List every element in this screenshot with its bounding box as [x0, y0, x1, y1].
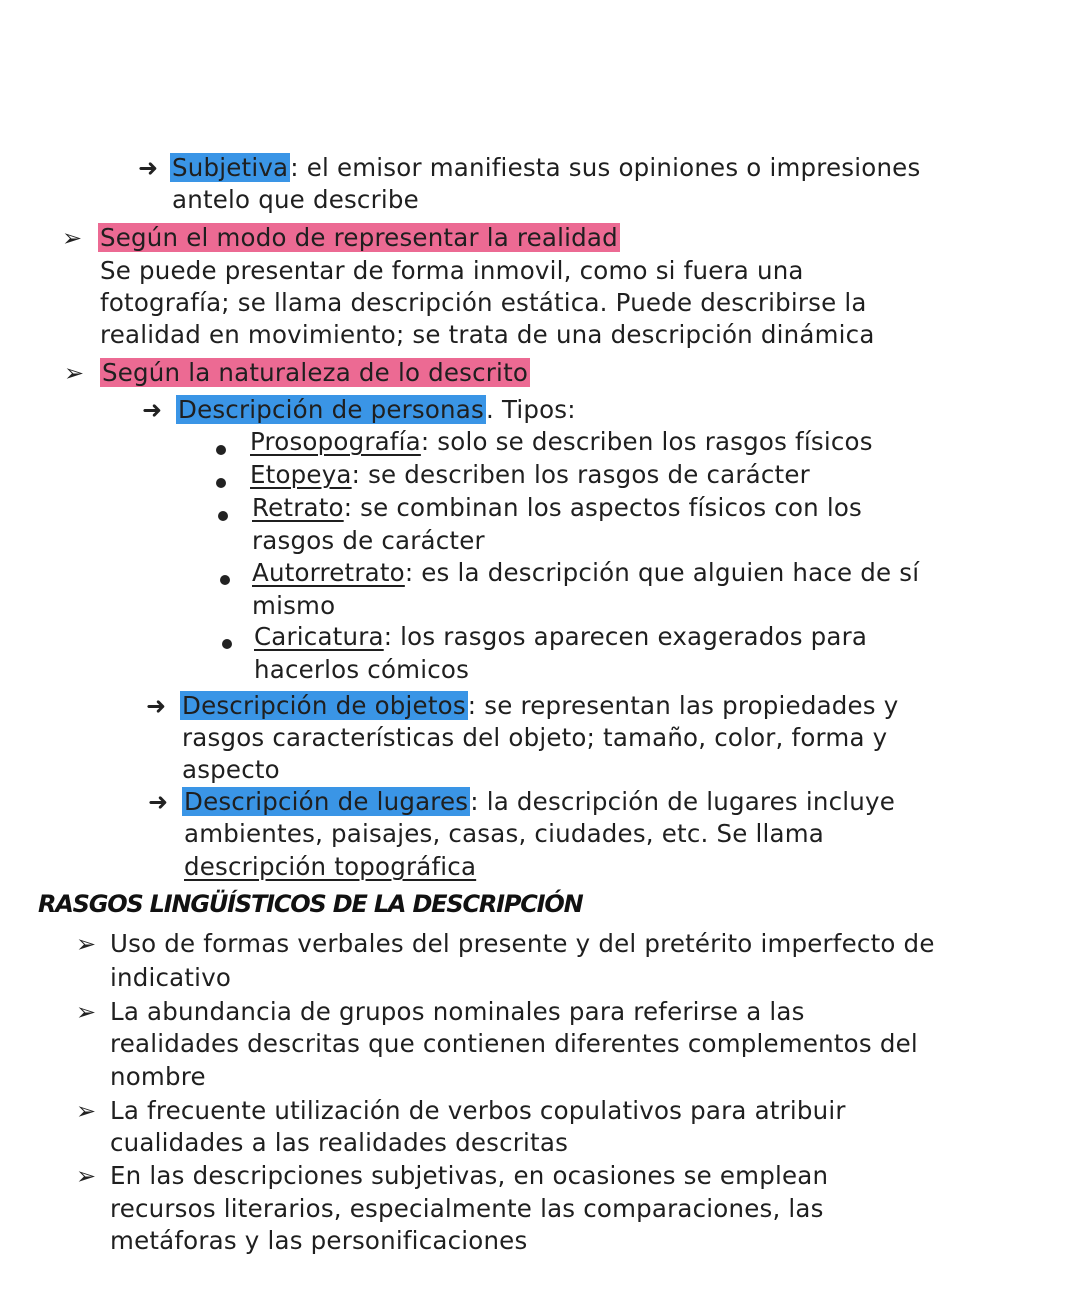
- type-text: : se describen los rasgos de carácter: [351, 460, 810, 489]
- type-autorretrato: [252, 557, 919, 589]
- arrowhead-bullet-icon: ➢: [62, 224, 83, 252]
- bullet-dot-icon: [222, 639, 232, 649]
- lugares-text: : la descripción de lugares incluye: [470, 787, 895, 816]
- arrowhead-bullet-icon: ➢: [76, 930, 97, 958]
- type-retrato-cont: rasgos de carácter: [252, 526, 485, 555]
- objetos-line: [180, 690, 898, 722]
- arrow-right-icon: ➜: [148, 788, 169, 816]
- modo-line-2: fotografía; se llama descripción estática. Puede describirse la: [100, 288, 867, 317]
- lugares-term: Descripción de lugares: [184, 787, 469, 816]
- arrow-right-icon: ➜: [146, 692, 167, 720]
- arrowhead-bullet-icon: ➢: [64, 359, 85, 387]
- arrowhead-bullet-icon: ➢: [76, 1097, 97, 1125]
- rasgo-2-line-1: La abundancia de grupos nominales para referirse a las: [110, 997, 805, 1026]
- naturaleza-heading: [100, 357, 530, 389]
- type-caricatura: [254, 621, 867, 653]
- arrow-right-icon: ➜: [142, 396, 163, 424]
- objetos-term: Descripción de objetos: [182, 691, 466, 720]
- objetos-line-2: rasgos características del objeto; tamaño, color, forma y: [182, 723, 888, 752]
- type-retrato: [252, 492, 862, 524]
- modo-line-1: Se puede presentar de forma inmovil, como si fuera una: [100, 256, 804, 285]
- bullet-dot-icon: [220, 575, 230, 585]
- rasgo-3-line-1: La frecuente utilización de verbos copulativos para atribuir: [110, 1096, 846, 1125]
- bullet-dot-icon: [216, 478, 226, 488]
- type-text: : es la descripción que alguien hace de sí: [404, 558, 920, 587]
- arrow-right-icon: ➜: [138, 154, 159, 182]
- modo-heading: [98, 222, 620, 254]
- rasgo-1-line-2: indicativo: [110, 963, 232, 992]
- type-term: Caricatura: [254, 622, 384, 651]
- type-text: : solo se describen los rasgos físicos: [420, 427, 873, 456]
- rasgo-3-line-2: cualidades a las realidades descritas: [110, 1128, 569, 1157]
- subjetiva-term: Subjetiva: [172, 153, 289, 182]
- naturaleza-heading-text: Según la naturaleza de lo descrito: [102, 358, 529, 387]
- subjetiva-text: : el emisor manifiesta sus opiniones o impresiones: [290, 153, 921, 182]
- lugares-underlined: descripción topográfica: [184, 852, 477, 881]
- rasgo-4-line-1: En las descripciones subjetivas, en ocasiones se emplean: [110, 1161, 829, 1190]
- rasgo-4-line-3: metáforas y las personificaciones: [110, 1226, 528, 1255]
- section-title: RASGOS LINGÜÍSTICOS DE LA DESCRIPCIÓN: [38, 890, 583, 918]
- rasgo-2-line-2: realidades descritas que contienen diferentes complementos del: [110, 1029, 918, 1058]
- personas-term: Descripción de personas: [178, 395, 484, 424]
- type-term: Retrato: [252, 493, 344, 522]
- bullet-dot-icon: [216, 445, 226, 455]
- type-text: : los rasgos aparecen exagerados para: [383, 622, 868, 651]
- arrowhead-bullet-icon: ➢: [76, 1162, 97, 1190]
- modo-line-3: realidad en movimiento; se trata de una descripción dinámica: [100, 320, 875, 349]
- type-term: Prosopografía: [250, 427, 421, 456]
- subjetiva-cont: antelo que describe: [172, 185, 419, 214]
- lugares-line-3: [184, 851, 476, 883]
- personas-text: . Tipos:: [485, 395, 576, 424]
- modo-heading-text: Según el modo de representar la realidad: [100, 223, 618, 252]
- arrowhead-bullet-icon: ➢: [76, 998, 97, 1026]
- type-term: Autorretrato: [252, 558, 405, 587]
- subjetiva-line: [170, 152, 920, 184]
- personas-line: [176, 394, 576, 426]
- type-etopeya: [250, 459, 810, 491]
- rasgo-1-line-1: Uso de formas verbales del presente y del pretérito imperfecto de: [110, 929, 935, 958]
- type-autorretrato-cont: mismo: [252, 591, 336, 620]
- bullet-dot-icon: [218, 511, 228, 521]
- type-prosopografia: [250, 426, 873, 458]
- type-text: : se combinan los aspectos físicos con los: [343, 493, 863, 522]
- lugares-line-2: ambientes, paisajes, casas, ciudades, etc. Se llama: [184, 819, 825, 848]
- objetos-line-3: aspecto: [182, 755, 280, 784]
- rasgo-4-line-2: recursos literarios, especialmente las comparaciones, las: [110, 1194, 824, 1223]
- lugares-line: [182, 786, 895, 818]
- rasgo-2-line-3: nombre: [110, 1062, 206, 1091]
- type-caricatura-cont: hacerlos cómicos: [254, 655, 470, 684]
- type-term: Etopeya: [250, 460, 352, 489]
- objetos-text: : se representan las propiedades y: [467, 691, 899, 720]
